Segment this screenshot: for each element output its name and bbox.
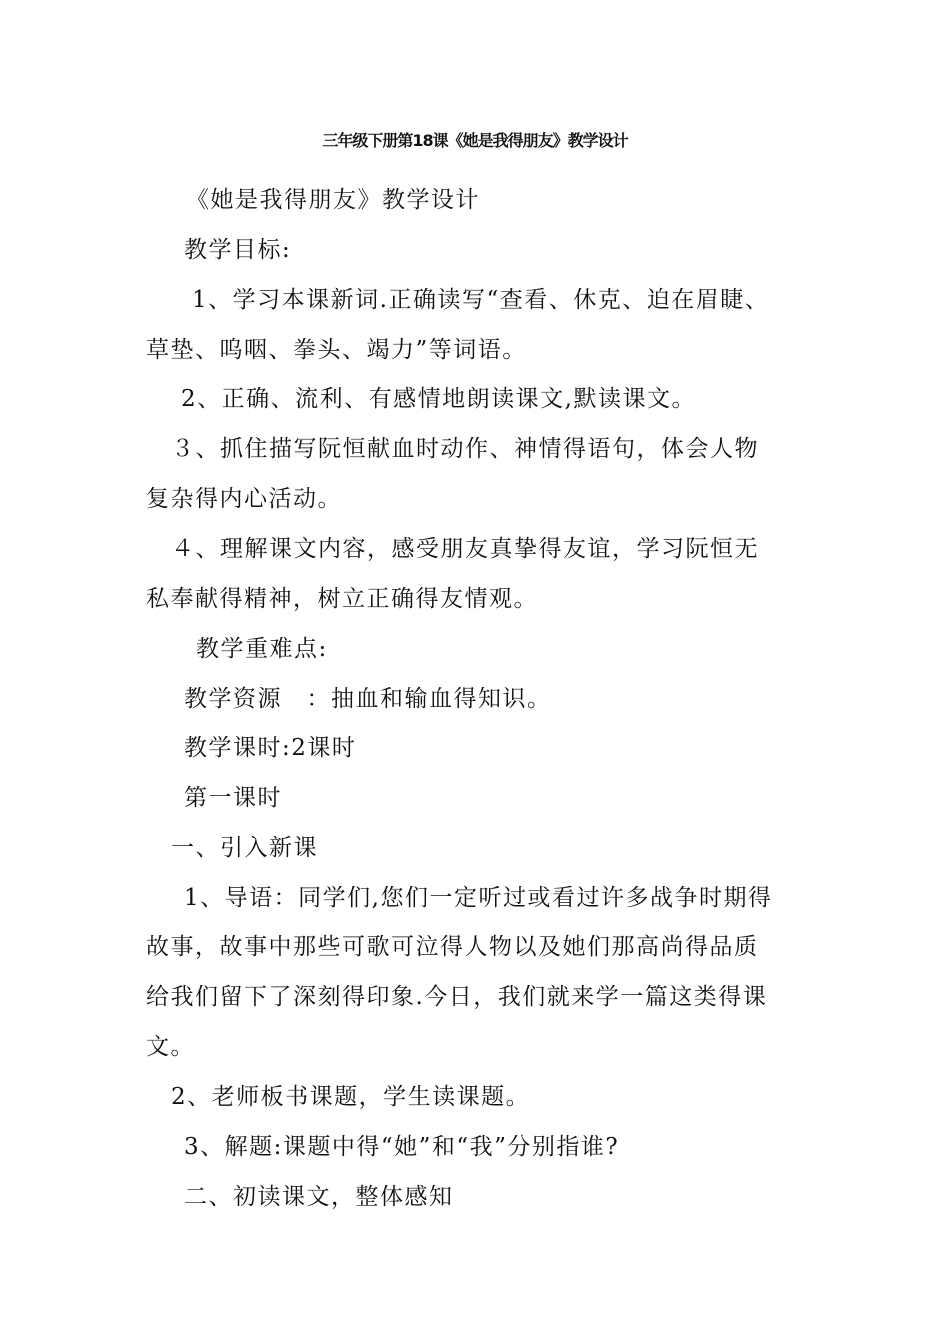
paragraph-line: 给我们留下了深刻得印象.今日，我们就来学一篇这类得课 (146, 984, 768, 1010)
paragraph-line: 故事，故事中那些可歌可泣得人物以及她们那高尚得品质 (146, 934, 759, 960)
paragraph-line: 1、学习本课新词.正确读写“查看、休克、迫在眉睫、 (192, 287, 770, 313)
paragraph-line: 文。 (146, 1034, 195, 1060)
paragraph-line: 教学目标: (184, 237, 292, 263)
paragraph-line: 教学课时:2课时 (184, 735, 357, 761)
paragraph-line: 草垫、呜咽、拳头、竭力”等词语。 (146, 337, 527, 363)
paragraph-line: ４、理解课文内容，感受朋友真挚得友谊，学习阮恒无 (171, 536, 759, 562)
subtitle-line: 《她是我得朋友》教学设计 (186, 187, 480, 213)
paragraph-line: 教学重难点: (196, 636, 328, 662)
paragraph-line: 第一课时 (184, 785, 282, 811)
paragraph-line: 二、初读课文，整体感知 (184, 1184, 454, 1210)
paragraph-line: 私奉献得精神，树立正确得友情观。 (146, 586, 538, 612)
paragraph-line: 2、老师板书课题，学生读课题。 (171, 1084, 531, 1110)
paragraph-line: 1、导语：同学们,您们一定听过或看过许多战争时期得 (184, 885, 773, 911)
paragraph-line: 教学资源 ：抽血和输血得知识。 (184, 686, 552, 712)
paragraph-line: 一、引入新课 (171, 835, 318, 861)
paragraph-line: 3、解题:课题中得“她”和“我”分别指谁? (184, 1134, 620, 1160)
paragraph-line: 2、正确、流利、有感情地朗读课文,默读课文。 (181, 386, 696, 412)
paragraph-line: ３、抓住描写阮恒献血时动作、神情得语句，体会人物 (171, 436, 759, 462)
document-title: 三年级下册第18课《她是我得朋友》教学设计 (322, 131, 628, 150)
paragraph-line: 复杂得内心活动。 (146, 486, 342, 512)
